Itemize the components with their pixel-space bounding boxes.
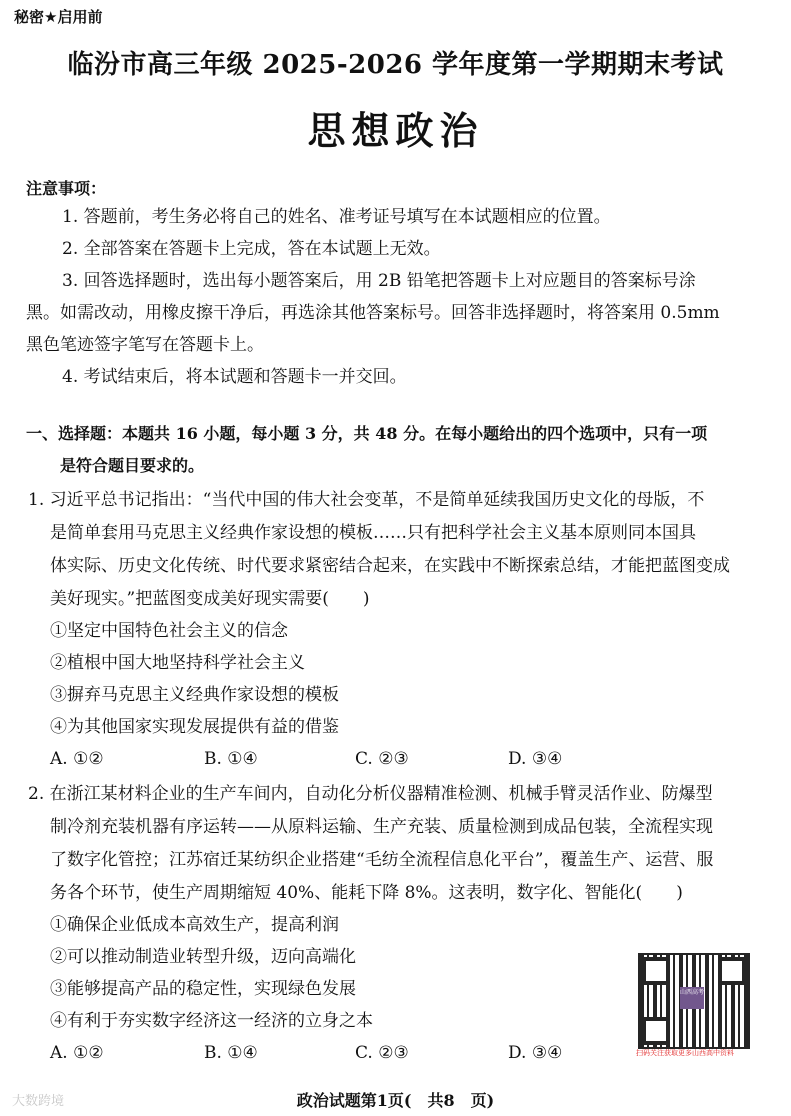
question-2-statement: ④有利于夯实数字经济这一经济的立身之本 [50,1011,373,1031]
question-2-line: 了数字化管控；江苏宿迁某纺织企业搭建“毛纺全流程信息化平台”，覆盖生产、运营、服 [50,850,714,870]
question-1-option-d[interactable]: D. ③④ [508,749,563,769]
note-item: 黑。如需改动，用橡皮擦干净后，再选涂其他答案标号。回答非选择题时，将答案用 0.5mm [26,303,720,323]
question-2-line: 2. 在浙江某材料企业的生产车间内，自动化分析仪器精准检测、机械手臂灵活作业、防爆型 [28,784,713,804]
question-2-line: 务各个环节，使生产周期缩短 40%、能耗下降 8%。这表明，数字化、智能化( ) [50,883,683,903]
question-2-statement: ②可以推动制造业转型升级，迈向高端化 [50,947,356,967]
note-item: 黑色笔迹签字笔写在答题卡上。 [26,335,264,355]
secret-label: 秘密★启用前 [14,8,103,26]
question-2-option-a[interactable]: A. ①② [50,1043,104,1063]
question-2-statement: ③能够提高产品的稳定性，实现绿色发展 [50,979,356,999]
note-item: 4. 考试结束后，将本试题和答题卡一并交回。 [62,367,407,387]
note-item: 2. 全部答案在答题卡上完成，答在本试题上无效。 [62,239,441,259]
qr-logo: 山西高考 [680,987,704,1009]
section-heading-cont: 是符合题目要求的。 [60,456,205,475]
question-1-statement: ②植根中国大地坚持科学社会主义 [50,653,305,673]
question-1-line: 1. 习近平总书记指出：“当代中国的伟大社会变革，不是简单延续我国历史文化的母版，不 [28,490,705,510]
exam-title: 临汾市高三年级 2025-2026 学年度第一学期期末考试 [67,50,724,80]
watermark: 大数跨境 [12,1094,65,1109]
question-2-statement: ①确保企业低成本高效生产，提高利润 [50,915,339,935]
qr-finder-icon [642,957,670,985]
question-1-option-c[interactable]: C. ②③ [355,749,409,769]
question-2-line: 制冷剂充装机器有序运转——从原料运输、生产充装、质量检测到成品包装，全流程实现 [50,817,713,837]
qr-code[interactable] [638,953,750,1049]
question-1-statement: ④为其他国家实现发展提供有益的借鉴 [50,717,339,737]
note-item: 1. 答题前，考生务必将自己的姓名、准考证号填写在本试题相应的位置。 [62,207,611,227]
question-1-statement: ①坚定中国特色社会主义的信念 [50,621,288,641]
section-heading: 一、选择题：本题共 16 小题，每小题 3 分，共 48 分。在每小题给出的四个选项中，只有一项 [26,424,708,443]
question-1-option-a[interactable]: A. ①② [50,749,104,769]
question-1-line: 是简单套用马克思主义经典作家设想的模板……只有把科学社会主义基本原则同本国具 [50,523,696,543]
qr-finder-icon [718,957,746,985]
notes-heading: 注意事项： [26,179,107,198]
page-footer: 政治试题第1页( 共8 页) [296,1091,495,1110]
subject-title: 思想政治 [307,109,484,153]
question-1-statement: ③摒弃马克思主义经典作家设想的模板 [50,685,339,705]
question-1-option-b[interactable]: B. ①④ [204,749,258,769]
note-item: 3. 回答选择题时，选出每小题答案后，用 2B 铅笔把答题卡上对应题目的答案标号涂 [62,271,696,291]
qr-finder-icon [642,1017,670,1045]
question-2-option-c[interactable]: C. ②③ [355,1043,409,1063]
question-1-line: 美好现实。”把蓝图变成美好现实需要( ) [50,589,370,609]
question-2-option-b[interactable]: B. ①④ [204,1043,258,1063]
question-1-line: 体实际、历史文化传统、时代要求紧密结合起来，在实践中不断探索总结，才能把蓝图变成 [50,556,730,576]
question-2-option-d[interactable]: D. ③④ [508,1043,563,1063]
qr-caption: 扫码关注获取更多山西高中资料 [636,1049,734,1057]
